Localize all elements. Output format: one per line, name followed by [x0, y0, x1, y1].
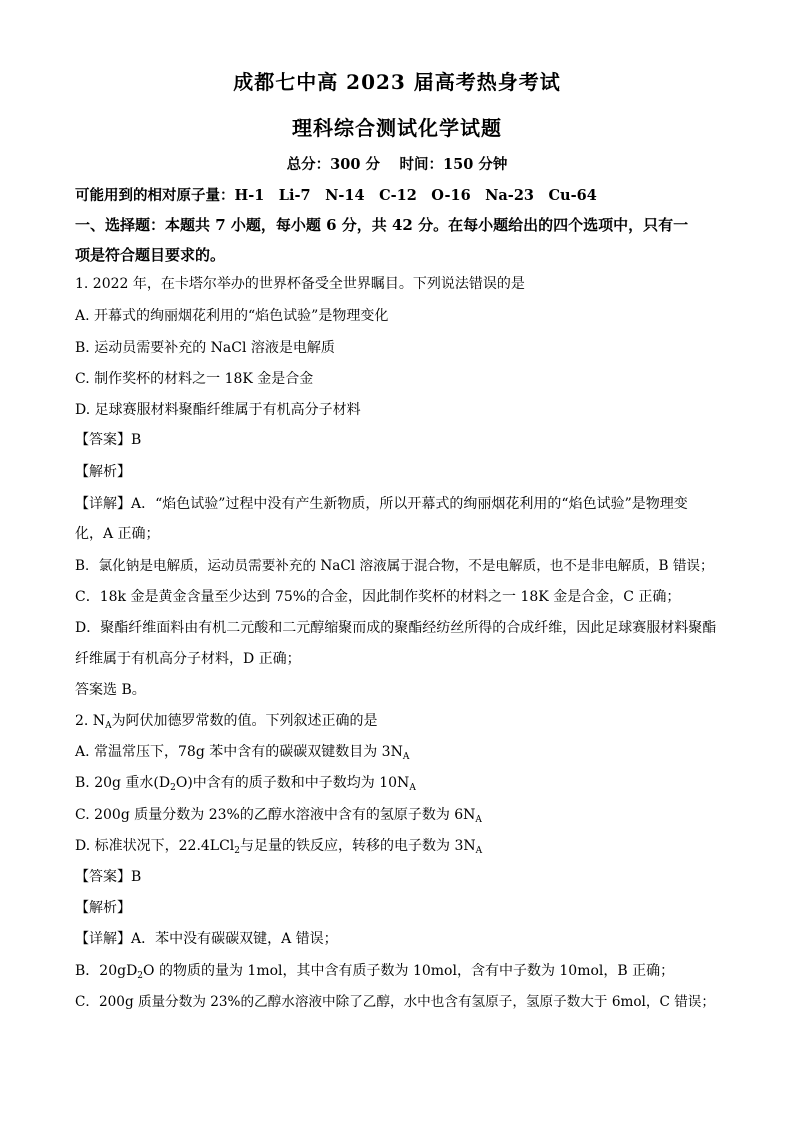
q2-option-b-text: B. 20g 重水(D [75, 775, 171, 791]
q2-option-a-sub: A [402, 752, 410, 762]
q2-stem-post: 为阿伏加德罗常数的值。下列叙述正确的是 [111, 713, 378, 729]
q1-detail-a-cont: 化，A 正确； [75, 526, 160, 542]
q2-option-b-sub2: A [409, 783, 416, 793]
q2-stem-sub: A [105, 721, 112, 731]
q2-detail-b-sub: 2 [137, 971, 144, 981]
atomic-masses: 可能用到的相对原子量：H-1 Li-7 N-14 C-12 O-16 Na-23 Cu-64 [75, 187, 597, 204]
q2-option-d-sub1: 2 [234, 846, 241, 856]
q1-detail-b: B．氯化钠是电解质，运动员需要补充的 NaCl 溶液属于混合物，不是电解质，也不是非电解质，B 错误； [75, 558, 714, 574]
exam-meta: 总分：300 分 时间：150 分钟 [286, 156, 508, 173]
section-heading-line1: 一、选择题：本题共 7 小题，每小题 6 分，共 42 分。在每小题给出的四个选项中，只有一 [75, 216, 689, 234]
q2-option-d-sub2: A [475, 846, 483, 856]
exam-subtitle: 理科综合测试化学试题 [292, 116, 502, 140]
q1-option-b: B. 运动员需要补充的 NaCl 溶液是电解质 [75, 340, 335, 356]
q2-analysis-label: 【解析】 [75, 900, 131, 916]
q1-option-d: D. 足球赛服材料聚酯纤维属于有机高分子材料 [75, 402, 361, 418]
q2-option-d [75, 836, 482, 861]
exam-title: 成都七中高 2023 届高考热身考试 [233, 70, 561, 94]
q2-option-b-mid: O)中含有的质子数和中子数均为 10N [175, 775, 410, 791]
q2-option-c [75, 805, 482, 830]
q1-final-answer: 答案选 B。 [75, 682, 146, 698]
q1-detail-c: C．18k 金是黄金含量至少达到 75%的合金，因此制作奖杯的材料之一 18K 金是合金，C 正确； [75, 589, 681, 605]
q1-option-c: C. 制作奖杯的材料之一 18K 金是合金 [75, 371, 314, 387]
q2-option-b-sub1: 2 [170, 783, 176, 793]
q1-detail-d-cont: 纤维属于有机高分子材料，D 正确； [75, 651, 301, 667]
q1-detail-a: 【详解】A．“焰色试验”过程中没有产生新物质，所以开幕式的绚丽烟花利用的“焰色试验”是物理变 [75, 496, 688, 512]
q2-detail-b [75, 961, 674, 986]
q2-option-c-sub: A [475, 815, 482, 825]
q2-stem [75, 711, 378, 736]
q2-option-d-mid: 与足量的铁反应，转移的电子数为 3N [240, 838, 476, 854]
q2-detail-b-post: O 的物质的量为 1mol，其中含有质子数为 10mol，含有中子数为 10mol，B 正确； [143, 963, 675, 979]
q1-option-a: A. 开幕式的绚丽烟花利用的“焰色试验”是物理变化 [75, 308, 389, 324]
q2-detail-a: 【详解】A．苯中没有碳碳双键，A 错误； [75, 931, 338, 947]
q1-detail-d: D．聚酯纤维面料由有机二元酸和二元醇缩聚而成的聚酯经纺丝所得的合成纤维，因此足球赛服材料聚酯 [75, 620, 717, 636]
section-heading-line2: 项是符合题目要求的。 [75, 246, 226, 264]
q2-detail-b-pre: B．20gD [75, 963, 138, 979]
q1-stem: 1. 2022 年，在卡塔尔举办的世界杯备受全世界瞩目。下列说法错误的是 [75, 276, 525, 292]
q2-detail-c: C．200g 质量分数为 23%的乙醇水溶液中除了乙醇，水中也含有氢原子，氢原子数大于 6mol，C 错误； [75, 994, 715, 1010]
q2-option-b [75, 773, 416, 798]
q2-option-a-text: A. 常温常压下，78g 苯中含有的碳碳双键数目为 3N [75, 744, 403, 760]
q1-analysis-label: 【解析】 [75, 464, 131, 480]
q2-option-a [75, 742, 409, 767]
q2-answer: 【答案】B [75, 869, 142, 885]
q2-option-d-text: D. 标准状况下，22.4LCl [75, 838, 235, 854]
q2-option-c-text: C. 200g 质量分数为 23%的乙醇水溶液中含有的氢原子数为 6N [75, 807, 476, 823]
q2-stem-pre: 2. N [75, 713, 106, 729]
q1-answer: 【答案】B [75, 432, 142, 448]
